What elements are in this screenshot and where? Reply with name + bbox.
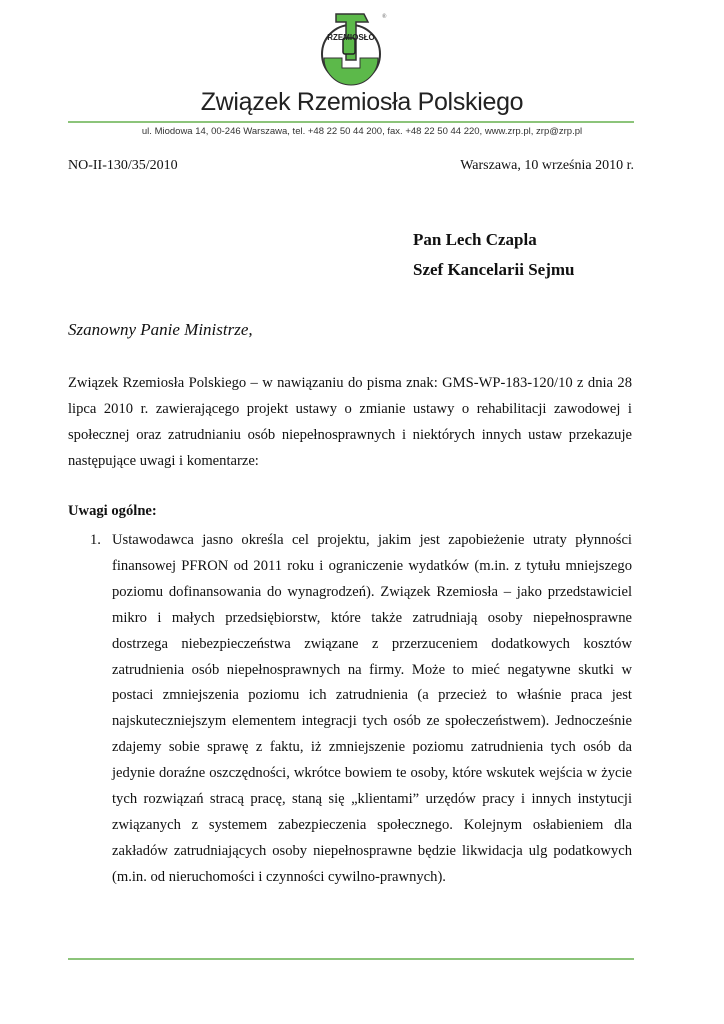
intro-paragraph: Związek Rzemiosła Polskiego – w nawiązaniu do pisma znak: GMS-WP-183-120/10 z dnia 28 lipca 2010 r. zawierającego projekt ustawy o zmianie ustawy o rehabilitacji zawodowej i społecznej oraz zatrudnianiu osób niepełnosprawnych i niektórych innych ustaw przekazuje następujące uwagi i komentarze: (68, 375, 632, 469)
rzemioslo-logo (318, 10, 388, 86)
header-divider (68, 121, 634, 123)
addressee-title: Szef Kancelarii Sejmu (413, 260, 575, 279)
salutation: Szanowny Panie Ministrze, (68, 320, 253, 339)
place-date: Warszawa, 10 września 2010 r. (460, 158, 634, 173)
list-item: Ustawodawca jasno określa cel projektu, jakim jest zapobieżenie utraty płynności finansowej PFRON od 2011 roku i ograniczenie wydatków (m.in. z tytułu mniejszego poziomu dofinansowania do wynagrodzeń). Związek Rzemiosła – jako przedstawiciel mikro i małych przedsiębiorstw, które także zatrudniają osoby niepełnosprawne dostrzega niebezpieczeństwa związane z przerzuceniem dodatkowych kosztów zatrudnienia osób niepełnosprawnych na firmy. Może to mieć negatywne skutki w postaci zmniejszenia poziomu ich zatrudnienia (a przecież to właśnie praca jest najskuteczniejszym elementem integracji tych osób ze społeczeństwem). Jednocześnie zdajemy sobie sprawę z faktu, iż zmniejszenie poziomu zatrudnienia tych osób da jedynie doraźne oszczędności, wkrótce bowiem te osoby, które wskutek wejścia w życie tych rozwiązań stracą pracę, staną się „klientami” urzędów pracy i innych instytucji związanych z systemem zabezpieczenia społecznego. Kolejnym osłabieniem dla zakładów zatrudniających osoby niepełnosprawne będzie likwidacja ulg podatkowych (m.in. od nieruchomości i czynności cywilno-prawnych). (112, 532, 632, 885)
section-heading: Uwagi ogólne: (68, 503, 157, 519)
svg-text:®: ® (382, 14, 387, 20)
list-item-number: 1. (90, 532, 101, 548)
reference-number: NO-II-130/35/2010 (68, 158, 178, 173)
svg-text:RZEMIOSŁO: RZEMIOSŁO (327, 33, 375, 42)
addressee-name: Pan Lech Czapla (413, 230, 537, 249)
footer-divider (68, 958, 634, 960)
organization-address: ul. Miodowa 14, 00-246 Warszawa, tel. +48 22 50 44 200, fax. +48 22 50 44 220, www.zrp.pl, zrp@zrp.pl (141, 126, 583, 137)
organization-name: Związek Rzemiosła Polskiego (200, 88, 524, 116)
